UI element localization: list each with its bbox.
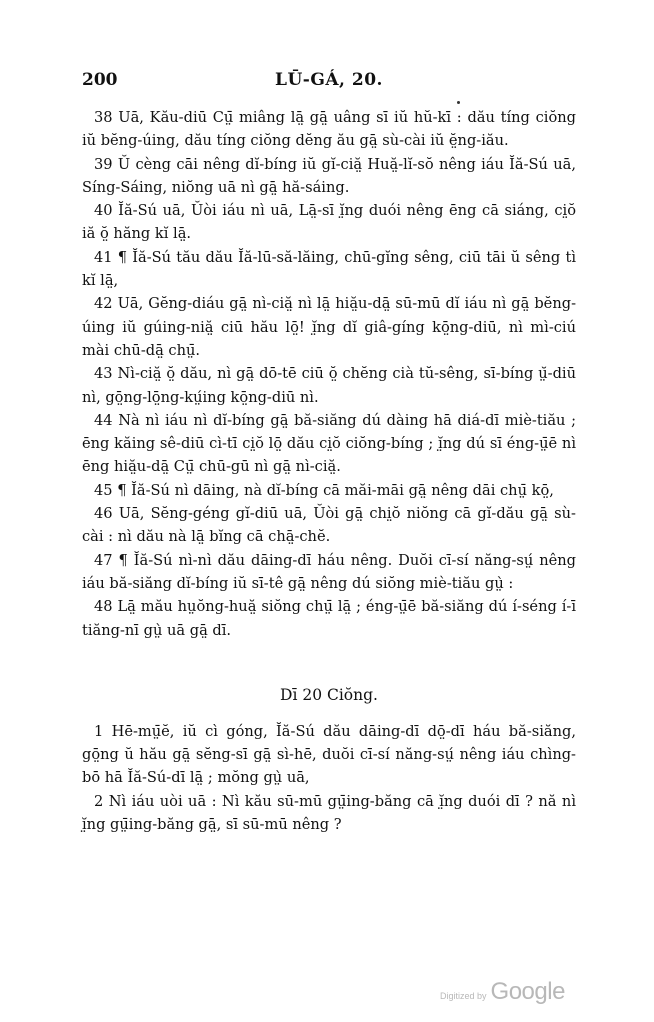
verse-47: 47 ¶ Ĭă-Sú nì-nì dău dāing-dī háu nêng. Duŏi cī-sí năng-sṳ́ nêng iáu bă-siăng dĭ-bíng iŭ sī-tê gā̤ nêng dú siŏng miè-tiău gṳ̀ :: [82, 551, 576, 592]
verse-45: 45 ¶ Ĭă-Sú nì dāing, nà dĭ-bíng cā măi-māi gā̤ nêng dāi chṳ̄ kō̤,: [94, 481, 554, 499]
chapter-heading: Dī 20 Ciŏng.: [280, 685, 378, 704]
chapter-19-verses: [82, 106, 576, 642]
verse-48: 48 Lā̤ mău hṳŏng-huă̤ siŏng chṳ̄ lā̤ ; éng-ṳ̄ē bă-siăng dú í-séng í-ī tiăng-nī gṳ̀ uā gā̤ dī.: [82, 598, 576, 639]
running-title: LŪ-GÁ, 20.: [275, 70, 383, 90]
page-number: 200: [82, 70, 118, 90]
verse-46: 46 Uā, Sĕng-géng gĭ-diū uā, Ŭòi gā̤ chi̤ŏ niŏng cā gĭ-dău gā̤ sù-cài : nì dău nà lā̤ bĭng cā chā̤-chĕ.: [82, 505, 576, 546]
verse-39: 39 Ŭ cèng cāi nêng dĭ-bíng iŭ gĭ-ciă̤ Huă̤-lĭ-sŏ nêng iáu Ĭă-Sú uā, Síng-Sáing, niŏng uā nì gā̤ hă-sáing.: [82, 155, 576, 196]
verse-42: 42 Uā, Gĕng-diáu gā̤ nì-ciă̤ nì lā̤ hiă̤u-dā̤ sū-mū dĭ iáu nì gā̤ bĕng-úing iŭ gúing-niă̤ ciū hău lō̤! ĭ̤ng dĭ giâ-gíng kō̤ng-diū, nì mì-ciú mài chū-dā̤ chṳ̄.: [82, 295, 576, 359]
verse-1: 1 Hē-mṳ̄ĕ, iŭ cì góng, Ĭă-Sú dău dāing-dī dō̤-dī háu bă-siăng, gō̤ng ŭ hău gā̤ sĕng-sī gā̤ sì-hē, duŏi cī-sí năng-sṳ́ nêng iáu chìng-bō hā Ĭă-Sú-dī lā̤ ; mŏng gṳ̀ uā,: [82, 722, 576, 787]
verse-41: 41 ¶ Ĭă-Sú tău dău Ĭă-lū-să-lăing, chū-gĭng sêng, ciū tāi ŭ sêng tì kĭ lā̤,: [82, 248, 576, 290]
print-speck: [457, 101, 460, 104]
page-body: [82, 70, 576, 836]
chapter-20-verses: [82, 720, 576, 836]
verse-44: 44 Nà nì iáu nì dĭ-bíng gā̤ bă-siăng dú dàing hā diá-dī miè-tiău ; ēng kăing sê-diū cì-tī ci̤ŏ lō̤ dău ci̤ŏ ciŏng-bíng ; ĭ̤ng dú sī éng-ṳ̄ē nì ēng hiă̤u-dā̤ Cṳ̄ chū-gū nì gā̤ nì-ciă̤.: [82, 411, 576, 476]
verse-2: 2 Nì iáu uòi uā : Nì kău sū-mū gṳ̄ing-băng cā ĭ̤ng duói dī ? nă nì ĭ̤ng gṳ̄ing-băng gā̤, sī sū-mū nêng ?: [82, 792, 576, 834]
google-logo: Google: [490, 978, 565, 1005]
watermark-prefix: Digitized by: [440, 991, 487, 1001]
page-header: [82, 70, 576, 94]
verse-38: 38 Uā, Kău-diū Cṳ̄ miâng lā̤ gā̤ uâng sī iŭ hŭ-kī : dău tíng ciŏng iŭ bĕng-úing, dău tíng ciŏng dĕng ău gā̤ sù-cài iŭ ĕ̤ng-iău.: [82, 109, 576, 150]
verse-43: 43 Nì-ciă̤ ŏ̤ dău, nì gā̤ dō-tē ciū ŏ̤ chĕng cià tŭ-sêng, sī-bíng ṳ̆-diū nì, gō̤ng-lō̤ng-kṳ́ing kō̤ng-diū nì.: [82, 365, 576, 406]
digitized-watermark: [440, 978, 580, 1004]
verse-40: 40 Ĭă-Sú uā, Ŭòi iáu nì uā, Lā̤-sī ĭ̤ng duói nêng ēng cā siáng, ci̤ŏ iă ŏ̤ hăng kĭ lā̤.: [82, 202, 576, 243]
